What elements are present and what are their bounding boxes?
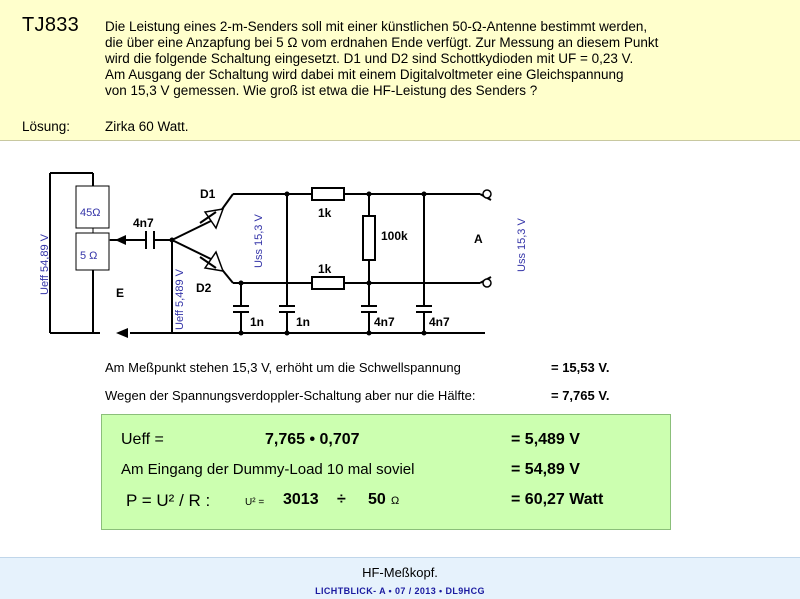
question-line: wird die folgende Schaltung eingesetzt. D1 und D2 sind Schottkydioden mit UF = 0,23 V.	[105, 51, 634, 66]
u-squared-value: 3013	[283, 491, 319, 508]
capacitor-c4	[416, 306, 432, 312]
divide-sign: ÷	[337, 491, 346, 508]
calc-line-2: Wegen der Spannungsverdoppler-Schaltung aber nur die Hälfte:	[105, 388, 476, 403]
label-r3: 100k	[381, 229, 408, 243]
input-capacitor	[146, 231, 154, 249]
label-ground-e: E	[116, 286, 125, 300]
power-result: = 60,27 Watt	[511, 491, 604, 508]
label-c3: 4n7	[374, 315, 395, 329]
label-ueff-dummy: Ueff 54,89 V	[39, 234, 51, 295]
label-c1: 1n	[250, 315, 265, 329]
ueff-formula: 7,765 • 0,707	[265, 431, 360, 448]
solution-value: Zirka 60 Watt.	[105, 119, 189, 134]
footer-title: HF-Meßkopf.	[362, 565, 438, 580]
output-terminal-bottom	[483, 279, 491, 287]
label-uss-out: Uss 15,3 V	[516, 218, 528, 272]
label-r1: 1k	[318, 206, 332, 220]
dummy-load-result: = 54,89 V	[511, 461, 580, 478]
resistor-r1	[312, 188, 344, 200]
resistor-r2	[312, 277, 344, 289]
label-c-in: 4n7	[133, 216, 154, 230]
junction-dot	[285, 331, 290, 336]
label-c2: 1n	[296, 315, 311, 329]
label-ueff-tap: Ueff 5,489 V	[174, 269, 186, 330]
label-r2: 1k	[318, 262, 332, 276]
ueff-result: = 5,489 V	[511, 431, 580, 448]
output-terminal-top	[483, 190, 491, 198]
junction-dot	[367, 192, 372, 197]
input-arrow	[115, 235, 126, 245]
label-r-bottom: 5 Ω	[80, 250, 98, 262]
junction-dot	[367, 281, 372, 286]
ueff-label: Ueff =	[121, 431, 164, 448]
question-header	[0, 0, 800, 141]
resistance-value: 50	[368, 491, 386, 508]
junction-dot	[239, 331, 244, 336]
question-line: Die Leistung eines 2-m-Senders soll mit einer künstlichen 50-Ω-Antenne bestimmt werden,	[105, 19, 648, 34]
calc-result-1: = 15,53 V.	[551, 360, 610, 375]
capacitor-c3	[361, 306, 377, 312]
label-d1: D1	[200, 187, 216, 201]
power-formula-label: P = U² / R :	[126, 491, 211, 510]
junction-dot	[422, 192, 427, 197]
label-d2: D2	[196, 281, 212, 295]
capacitor-c2	[279, 306, 295, 312]
dummy-load-label: Am Eingang der Dummy-Load 10 mal soviel	[121, 461, 415, 478]
ohm-symbol: Ω	[391, 495, 400, 507]
task-id: TJ833	[22, 14, 80, 36]
junction-dot	[285, 192, 290, 197]
circuit-schematic	[0, 141, 800, 366]
footer	[0, 557, 800, 599]
calc-result-2: = 7,765 V.	[551, 388, 610, 403]
calc-line-1: Am Meßpunkt stehen 15,3 V, erhöht um die Schwellspannung	[105, 360, 461, 375]
label-r-top: 45Ω	[80, 207, 101, 219]
question-line: die über eine Anzapfung bei 5 Ω vom erdnahen Ende verfügt. Zur Messung an diesem Punkt	[105, 35, 659, 50]
resistor-r3	[363, 216, 375, 260]
label-output-a: A	[474, 232, 483, 246]
question-text	[105, 19, 785, 99]
label-uss-mid: Uss 15,3 V	[253, 214, 265, 268]
junction-dot	[239, 281, 244, 286]
junction-dot	[422, 331, 427, 336]
ground-arrow	[116, 328, 128, 338]
result-box	[101, 414, 671, 530]
label-c4: 4n7	[429, 315, 450, 329]
u-squared-label: U² =	[245, 497, 265, 508]
solution-label: Lösung:	[22, 119, 71, 134]
question-line: von 15,3 V gemessen. Wie groß ist etwa die HF-Leistung des Senders ?	[105, 83, 538, 98]
footer-credit: LICHTBLICK- A • 07 / 2013 • DL9HCG	[315, 586, 485, 596]
question-line: Am Ausgang der Schaltung wird dabei mit einem Digitalvoltmeter eine Gleichspannung	[105, 67, 624, 82]
junction-dot	[367, 331, 372, 336]
junction-dot	[170, 238, 175, 243]
capacitor-c1	[233, 306, 249, 312]
